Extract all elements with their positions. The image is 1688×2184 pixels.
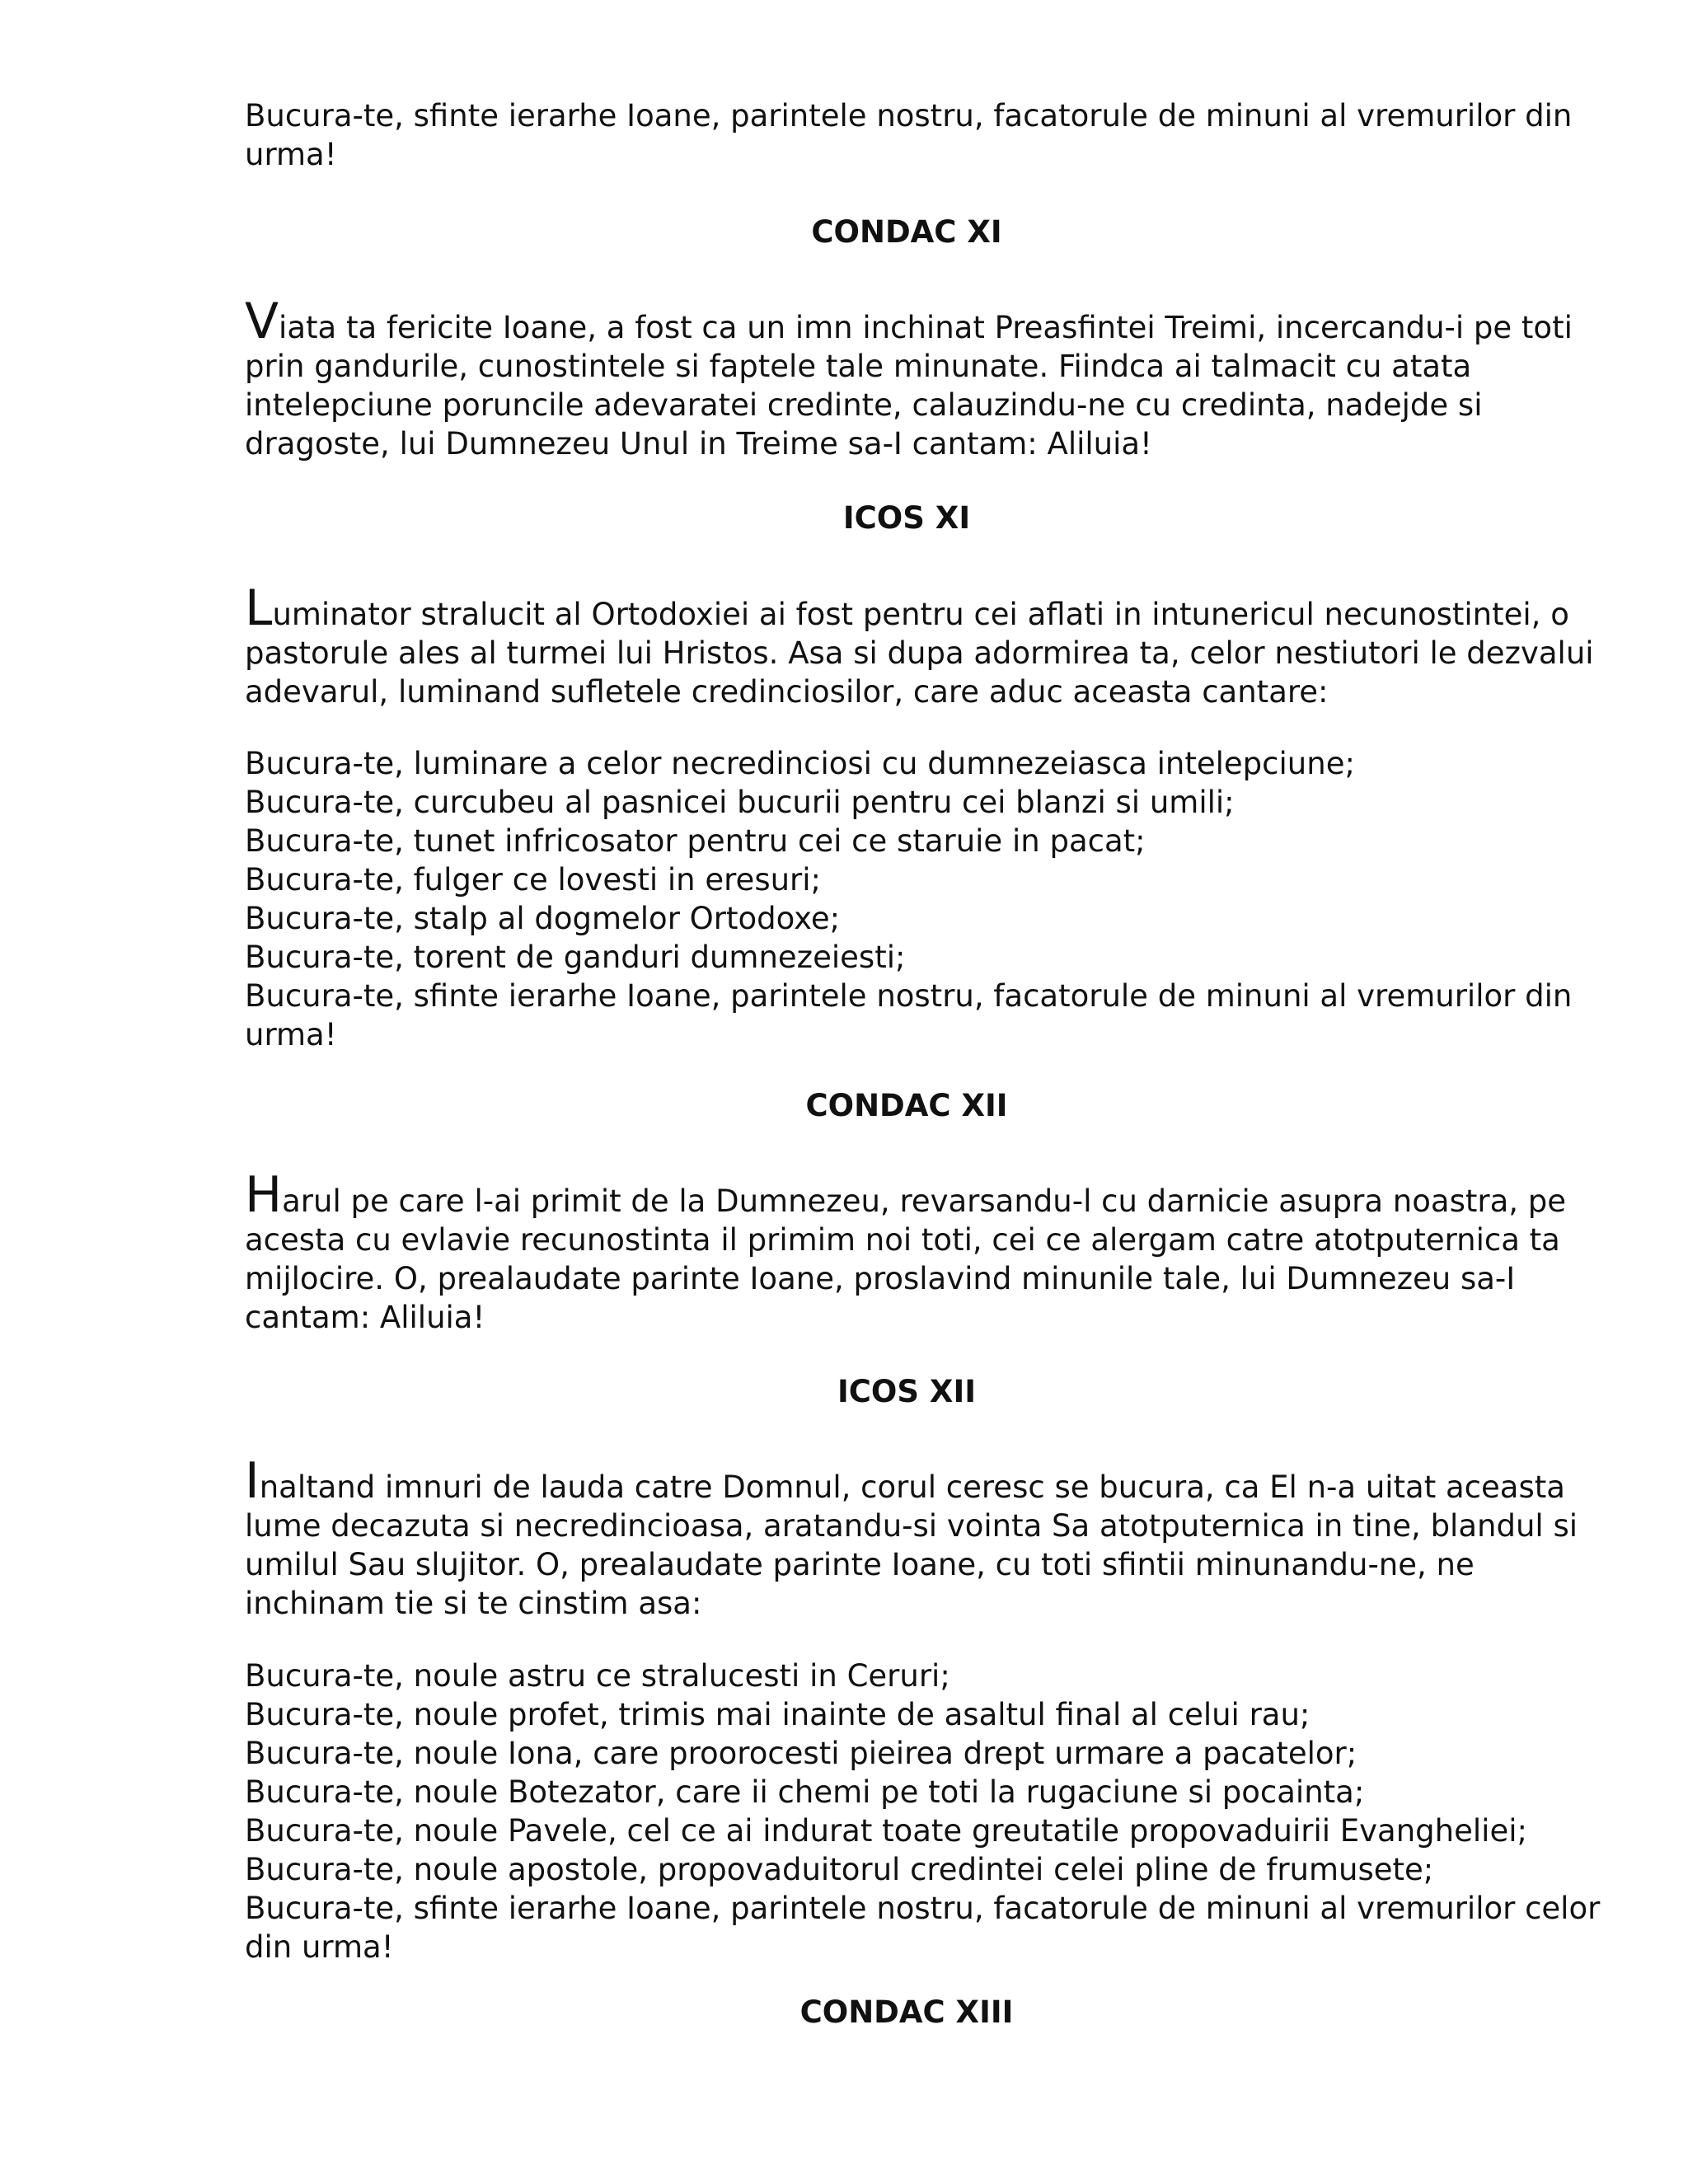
text-line [245,1452,1597,1510]
text-line: prin gandurile, cunostintele si faptele tale minunate. Fiindca ai talmacit cu atata [245,349,1472,384]
paragraph-condac-xi [245,293,1597,463]
list-item: Bucura-te, tunet infricosator pentru cei ce staruie in pacat; [245,823,1146,859]
list-item: Bucura-te, noule Pavele, cel ce ai indurat toate greutatile propovaduirii Evangheliei; [245,1813,1527,1849]
text-line-rest: iata ta fericite Ioane, a fost ca un imn inchinat Preasfintei Treimi, incercandu-i pe toti [279,310,1573,345]
list-item: Bucura-te, noule Botezator, care ii chemi pe toti la rugaciune si pocainta; [245,1774,1365,1810]
text-line: adevarul, luminand sufletele credinciosilor, care aduc aceasta cantare: [245,674,1329,710]
text-line [245,1166,1597,1224]
drop-cap: H [245,1166,283,1224]
text-line: Bucura-te, sfinte ierarhe Ioane, parintele nostru, facatorule de minuni al vremurilor din [245,98,1573,134]
drop-cap: V [245,293,279,350]
list-item: Bucura-te, curcubeu al pasnicei bucurii pentru cei blanzi si umili; [245,785,1235,820]
text-line: urma! [245,137,337,172]
text-line-rest: naltand imnuri de lauda catre Domnul, corul ceresc se bucura, ca El n-a uitat aceasta [259,1469,1565,1505]
text-line-rest: uminator stralucit al Ortodoxiei ai fost pentru cei aflati in intunericul necunostintei, o [272,597,1569,632]
text-line [245,293,1597,350]
list-item: Bucura-te, fulger ce lovesti in eresuri; [245,862,822,898]
section-heading-condac-xiii: CONDAC XIII [799,1994,1014,2030]
section-heading-condac-xii: CONDAC XII [805,1088,1008,1123]
list-item: Bucura-te, noule profet, trimis mai inainte de asaltul final al celui rau; [245,1697,1311,1732]
drop-cap: I [245,1452,260,1510]
text-line: pastorule ales al turmei lui Hristos. Asa si dupa adormirea ta, celor nestiutori le dezvalui [245,635,1594,671]
list-item: Bucura-te, noule Iona, care proorocesti pieirea drept urmare a pacatelor; [245,1736,1357,1771]
section-heading-icos-xi: ICOS XI [842,500,971,536]
list-item: Bucura-te, torent de ganduri dumnezeiesti; [245,940,906,975]
text-line: intelepciune poruncile adevaratei credinte, calauzindu-ne cu credinta, nadejde si [245,387,1483,423]
paragraph-closing-refrain [245,96,1597,174]
text-line: cantam: Aliluia! [245,1300,485,1335]
list-item: Bucura-te, sfinte ierarhe Ioane, parintele nostru, facatorule de minuni al vremurilor celor [245,1891,1601,1926]
list-item: Bucura-te, stalp al dogmelor Ortodoxe; [245,901,841,936]
text-line [245,579,1597,637]
list-item: din urma! [245,1929,394,1965]
text-line-rest: arul pe care l-ai primit de la Dumnezeu, revarsandu-l cu darnicie asupra noastra, pe [282,1183,1567,1219]
text-line: acesta cu evlavie recunostinta il primim noi toti, cei ce alergam catre atotputernica ta [245,1222,1560,1258]
text-line: inchinam tie si te cinstim asa: [245,1586,702,1621]
list-item: Bucura-te, sfinte ierarhe Ioane, parintele nostru, facatorule de minuni al vremurilor din [245,978,1573,1014]
drop-cap: L [245,579,273,637]
list-item: Bucura-te, noule apostole, propovaduitorul credintei celei pline de frumusete; [245,1852,1434,1887]
text-line: mijlocire. O, prealaudate parinte Ioane, proslavind minunile tale, lui Dumnezeu sa-I [245,1261,1516,1296]
list-item: Bucura-te, noule astru ce stralucesti in Ceruri; [245,1658,950,1694]
list-icos-xi [245,744,1597,1054]
text-line: umilul Sau slujitor. O, prealaudate parinte Ioane, cu toti sfintii minunandu-ne, ne [245,1547,1475,1582]
list-icos-xii [245,1657,1601,1966]
paragraph-icos-xi [245,579,1597,711]
list-item: Bucura-te, luminare a celor necredinciosi cu dumnezeiasca intelepciune; [245,746,1355,781]
list-item: urma! [245,1017,337,1052]
paragraph-icos-xii [245,1452,1597,1623]
text-line: dragoste, lui Dumnezeu Unul in Treime sa-I cantam: Aliluia! [245,426,1152,462]
section-heading-icos-xii: ICOS XII [837,1374,976,1409]
section-heading-condac-xi: CONDAC XI [811,214,1002,250]
text-line: lume decazuta si necredincioasa, aratandu-si vointa Sa atotputernica in tine, blandul si [245,1508,1578,1544]
paragraph-condac-xii [245,1166,1597,1337]
